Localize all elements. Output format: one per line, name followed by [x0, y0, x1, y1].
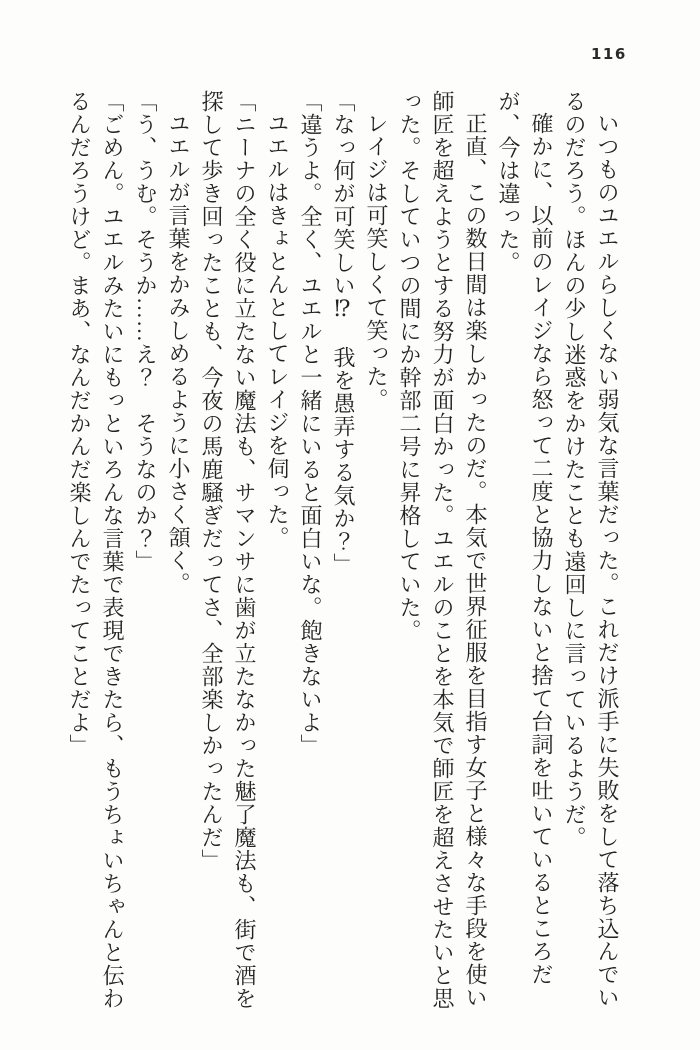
paragraph: 正直、この数日間は楽しかったのだ。本気で世界征服を目指す女子と様々な手段を使い師匠を超えようとする努力が面白かった。ユエルのことを本気で師匠を超えさせたいと思った。そしていつの間にか幹部二号に昇格していた。 — [397, 90, 488, 1010]
paragraph: 「ニーナの全く役に立たない魔法も、サマンサに歯が立たなかった魅了魔法も、街で酒を探して歩き回ったことも、今夜の馬鹿騒ぎだってさ、全部楽しかったんだ」 — [199, 90, 257, 1010]
paragraph: 確かに、以前のレイジなら怒って二度と協力しないと捨て台詞を吐いているところだが、今は違った。 — [496, 90, 554, 986]
paragraph: ユエルはきょとんとしてレイジを伺った。 — [265, 112, 290, 549]
paragraph: 「違うよ。全く、ユエルと一緒にいると面白いな。飽きないよ」 — [298, 90, 323, 757]
paragraph: 「なっ何が可笑しい⁉ 我を愚弄する気か？」 — [331, 90, 356, 576]
paragraph: 「ごめん。ユエルみたいにもっといろんな言葉で表現できたら、もうちょいちゃんと伝わるんだろうけど。まあ、なんだかんだ楽しんでたってことだよ」 — [67, 90, 125, 1010]
paragraph: 「う、うむ。そうか……え？ そうなのか？」 — [133, 90, 158, 573]
paragraph: ユエルが言葉をかみしめるように小さく頷く。 — [166, 112, 191, 595]
text-block — [63, 90, 624, 1028]
page-number: 116 — [591, 45, 627, 63]
paragraph: いつものユエルらしくない弱気な言葉だった。これだけ派手に失敗をして落ち込んでいるのだろう。ほんの少し迷惑をかけたことも遠回しに言っているようだ。 — [562, 90, 620, 1009]
paragraph: レイジは可笑しくて笑った。 — [364, 112, 389, 411]
